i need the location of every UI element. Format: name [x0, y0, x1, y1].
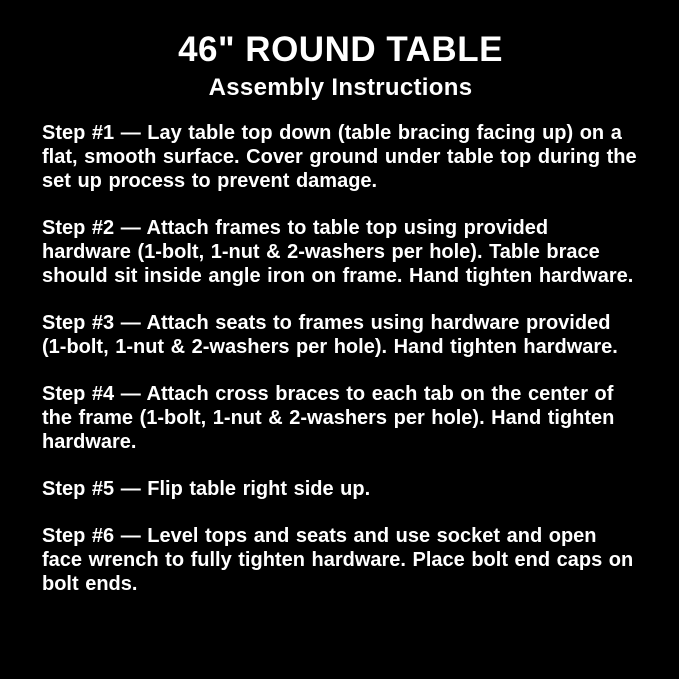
page-subtitle: Assembly Instructions — [208, 74, 473, 102]
step-paragraph-4: Step #4 — Attach cross braces to each tab on the center of the frame (1-bolt, 1-nut & 2-washers per hole). Hand tighten hardware. — [42, 383, 615, 454]
steps-list — [42, 121, 639, 596]
step-paragraph-2: Step #2 — Attach frames to table top using provided hardware (1-bolt, 1-nut & 2-washers per hole). Table brace should sit inside angle iron on frame. Hand tighten hardware. — [42, 217, 634, 288]
step-paragraph-3: Step #3 — Attach seats to frames using hardware provided (1-bolt, 1-nut & 2-washers per hole). Hand tighten hardware. — [42, 312, 618, 359]
header — [42, 30, 639, 103]
step-paragraph-6: Step #6 — Level tops and seats and use socket and open face wrench to fully tighten hardware. Place bolt end caps on bolt ends. — [42, 525, 634, 596]
step-paragraph-5: Step #5 — Flip table right side up. — [42, 478, 371, 501]
page-title: 46" ROUND TABLE — [178, 30, 503, 69]
step-paragraph-1: Step #1 — Lay table top down (table bracing facing up) on a flat, smooth surface. Cover ground under table top during the set up process to prevent damage. — [42, 122, 637, 193]
